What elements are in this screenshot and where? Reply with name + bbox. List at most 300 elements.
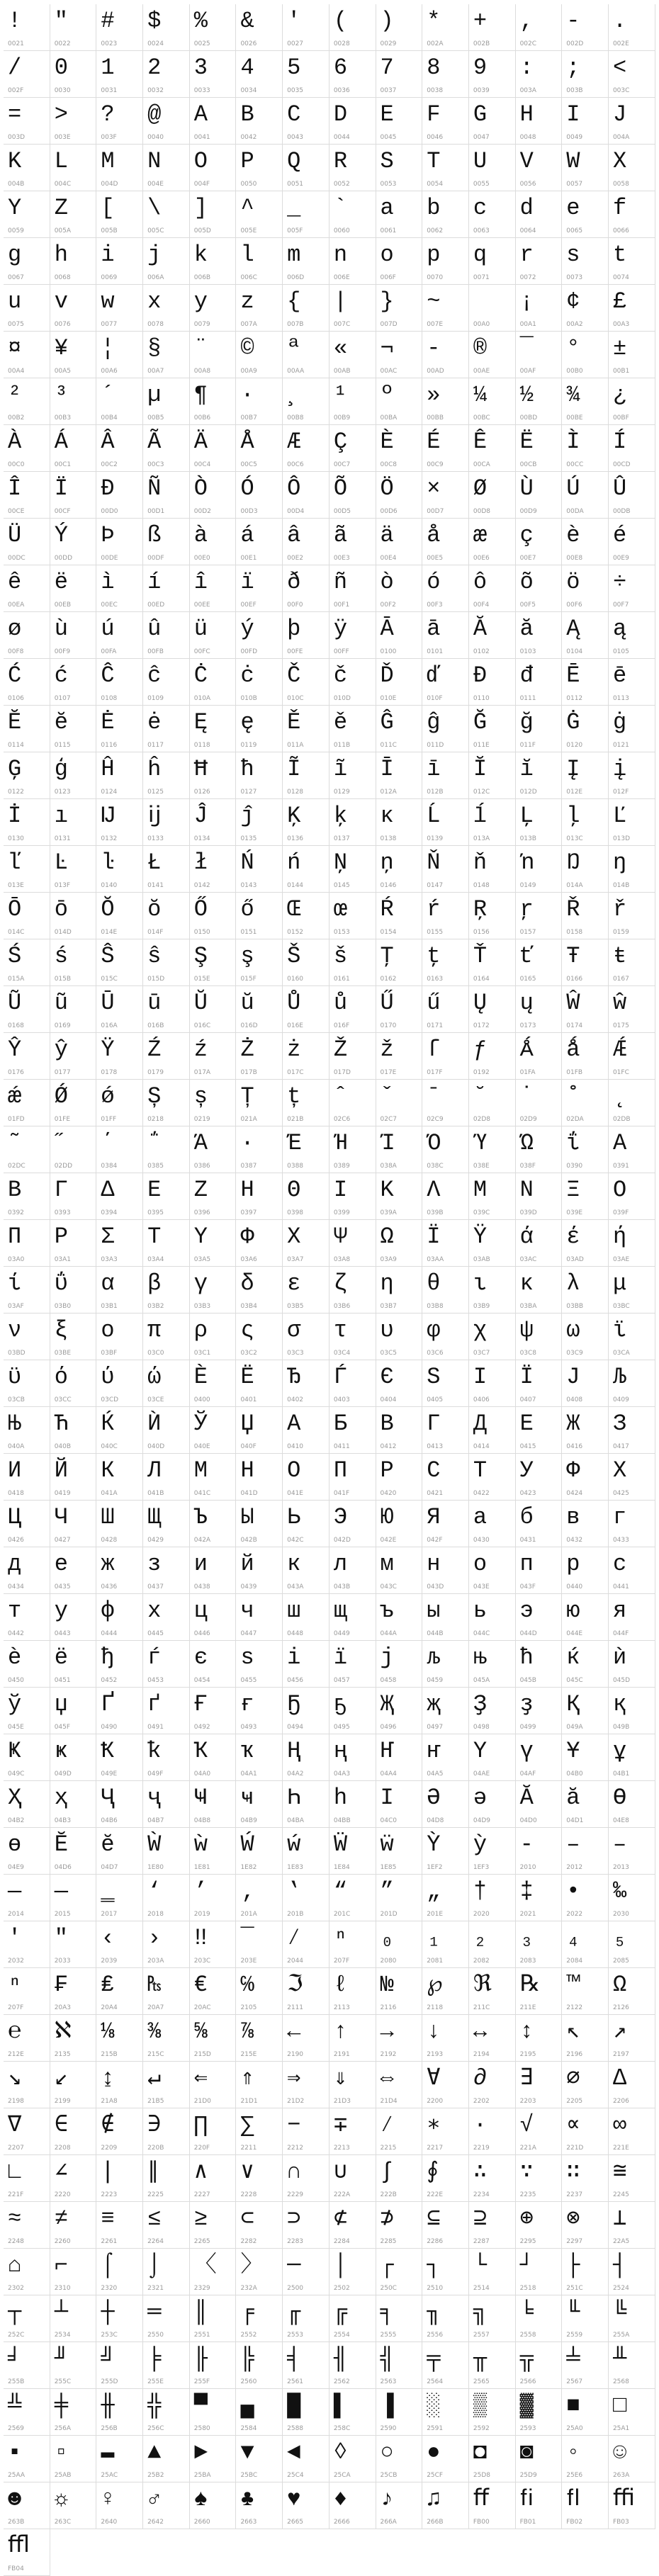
glyph-char: ♫ — [427, 2486, 441, 2512]
glyph-cell — [143, 1360, 190, 1407]
glyph-cell — [4, 752, 50, 799]
glyph-char: ▪ — [8, 2439, 22, 2465]
glyph-char: ž — [380, 1036, 394, 1063]
glyph-char: ҝ — [54, 1738, 68, 1764]
glyph-char: ﬂ — [566, 2486, 580, 2512]
glyph-codepoint: 0163 — [427, 976, 444, 983]
glyph-char: ů — [333, 990, 348, 1016]
glyph-char: Ĵ — [193, 803, 208, 829]
glyph-codepoint: 2286 — [427, 2238, 444, 2245]
glyph-char: ∆ — [612, 2065, 627, 2091]
glyph-char: q — [473, 242, 488, 268]
glyph-cell — [516, 191, 563, 238]
glyph-cell — [190, 2342, 237, 2389]
glyph-cell — [330, 1454, 376, 1501]
glyph-cell — [469, 1921, 516, 1968]
glyph-cell — [376, 4, 423, 51]
glyph-char: ђ — [101, 1644, 115, 1671]
glyph-char: C — [287, 101, 301, 128]
glyph-codepoint: 00B0 — [566, 368, 583, 375]
glyph-cell — [143, 2062, 190, 2108]
glyph-codepoint: 266B — [427, 2519, 444, 2526]
glyph-codepoint: 00BC — [473, 414, 490, 422]
glyph-char: ţ — [427, 943, 441, 969]
glyph-codepoint: 0078 — [147, 321, 164, 328]
glyph-codepoint: 00D1 — [147, 508, 165, 515]
glyph-char: ▄ — [240, 2393, 254, 2419]
glyph-char: ƒ — [473, 1036, 488, 1063]
glyph-char: η — [380, 1270, 394, 1297]
glyph-char: Π — [8, 1224, 22, 1250]
glyph-codepoint: 00CD — [612, 461, 631, 468]
glyph-char: ¼ — [473, 382, 488, 408]
glyph-cell — [236, 612, 283, 659]
glyph-cell — [96, 2202, 143, 2249]
glyph-cell — [422, 1267, 469, 1314]
glyph-char: ⌂ — [8, 2252, 22, 2278]
glyph-char: О — [287, 1457, 301, 1484]
glyph-codepoint: 0110 — [473, 695, 490, 702]
glyph-cell — [376, 2249, 423, 2295]
glyph-char: ⇐ — [193, 2065, 208, 2091]
glyph-codepoint: 2217 — [427, 2145, 444, 2152]
glyph-char: ‛ — [287, 1878, 301, 1904]
glyph-cell — [609, 2202, 655, 2249]
glyph-char: Ú — [566, 475, 580, 502]
glyph-char: ⊥ — [612, 2205, 627, 2232]
glyph-char: ♣ — [240, 2486, 254, 2512]
glyph-char: ◦ — [566, 2439, 580, 2465]
glyph-cell — [469, 425, 516, 472]
glyph-codepoint: 0065 — [566, 227, 583, 235]
glyph-codepoint: 004E — [147, 181, 164, 188]
glyph-char: u — [8, 288, 22, 315]
glyph-cell — [609, 1501, 655, 1547]
glyph-cell — [50, 145, 97, 191]
glyph-char: Ł — [147, 849, 162, 876]
glyph-cell — [609, 2155, 655, 2202]
glyph-char: Ѐ — [193, 1364, 208, 1390]
glyph-codepoint: 0157 — [519, 929, 536, 936]
glyph-char: ⊗ — [566, 2205, 580, 2232]
glyph-char: й — [240, 1551, 254, 1577]
glyph-cell — [422, 2155, 469, 2202]
glyph-cell — [50, 2108, 97, 2155]
glyph-codepoint: 0409 — [612, 1396, 629, 1403]
glyph-codepoint: 25D8 — [473, 2472, 490, 2479]
glyph-char: ┼ — [101, 2299, 115, 2325]
glyph-codepoint: 02DC — [8, 1163, 26, 1170]
glyph-char: ⁿ — [8, 1972, 22, 1998]
glyph-char: ¦ — [101, 335, 115, 361]
glyph-cell — [516, 1314, 563, 1360]
glyph-cell — [143, 1173, 190, 1220]
glyph-codepoint: 1E83 — [287, 1864, 303, 1871]
glyph-cell — [330, 565, 376, 612]
glyph-codepoint: 1E84 — [333, 1864, 350, 1871]
glyph-cell — [283, 1781, 330, 1828]
glyph-cell — [96, 1454, 143, 1501]
glyph-cell — [562, 1501, 609, 1547]
glyph-codepoint: 0492 — [193, 1724, 210, 1731]
glyph-cell — [609, 1407, 655, 1454]
glyph-char: à — [193, 522, 208, 548]
glyph-codepoint: 0119 — [240, 742, 257, 749]
glyph-char: α — [101, 1270, 115, 1297]
glyph-char: ö — [566, 569, 580, 595]
glyph-cell — [4, 1501, 50, 1547]
glyph-codepoint: 25D9 — [519, 2472, 537, 2479]
glyph-codepoint: 006A — [147, 274, 164, 281]
glyph-char: Ŷ — [8, 1036, 22, 1063]
glyph-cell — [96, 1501, 143, 1547]
glyph-cell — [422, 752, 469, 799]
glyph-char: ℓ — [333, 1972, 348, 1998]
glyph-codepoint: 04B9 — [240, 1817, 257, 1824]
glyph-cell — [190, 1407, 237, 1454]
glyph-cell — [4, 986, 50, 1033]
glyph-codepoint: 0167 — [612, 976, 629, 983]
glyph-char: c — [473, 195, 488, 221]
glyph-codepoint: 0127 — [240, 789, 257, 796]
glyph-codepoint: 2665 — [287, 2519, 304, 2526]
glyph-codepoint: 00DD — [54, 555, 72, 562]
glyph-cell — [190, 519, 237, 565]
glyph-codepoint: 016D — [240, 1022, 258, 1029]
glyph-char: đ — [519, 662, 534, 689]
glyph-codepoint: 00AA — [287, 368, 305, 375]
glyph-char: Β — [8, 1177, 22, 1203]
glyph-char: ☻ — [8, 2486, 22, 2512]
glyph-codepoint: 03B1 — [101, 1303, 118, 1310]
glyph-cell — [236, 1734, 283, 1781]
glyph-char: ⊇ — [473, 2205, 488, 2232]
glyph-char: ҡ — [240, 1738, 254, 1764]
glyph-char: Ẅ — [333, 1831, 348, 1858]
glyph-char: І — [473, 1364, 488, 1390]
glyph-char: m — [287, 242, 301, 268]
glyph-codepoint: 00ED — [147, 601, 165, 609]
glyph-cell — [562, 2108, 609, 2155]
glyph-codepoint: 0410 — [287, 1443, 304, 1450]
glyph-char: ‡ — [519, 1878, 534, 1904]
glyph-char: Ψ — [333, 1224, 348, 1250]
glyph-char: & — [240, 8, 254, 34]
glyph-char: И — [8, 1457, 22, 1484]
glyph-codepoint: 006B — [193, 274, 211, 281]
glyph-codepoint: 002C — [519, 40, 537, 47]
glyph-cell — [330, 1501, 376, 1547]
glyph-cell — [143, 51, 190, 98]
glyph-codepoint: 0024 — [147, 40, 164, 47]
glyph-char: д — [8, 1551, 22, 1577]
glyph-codepoint: 20A3 — [54, 2004, 72, 2011]
glyph-cell — [4, 472, 50, 519]
glyph-cell — [609, 1454, 655, 1501]
glyph-codepoint: 222A — [333, 2191, 351, 2198]
glyph-codepoint: 011D — [427, 742, 444, 749]
glyph-cell — [376, 2436, 423, 2482]
glyph-cell — [4, 2342, 50, 2389]
glyph-cell — [50, 1875, 97, 1921]
glyph-codepoint: 00A3 — [612, 321, 630, 328]
glyph-codepoint: 2212 — [287, 2145, 304, 2152]
glyph-char: ñ — [333, 569, 348, 595]
glyph-char: ﬀ — [473, 2486, 489, 2512]
glyph-codepoint: 04D9 — [473, 1817, 490, 1824]
glyph-codepoint: 00F8 — [8, 648, 24, 655]
glyph-codepoint: 045C — [566, 1677, 583, 1684]
glyph-cell — [516, 612, 563, 659]
glyph-char: b — [427, 195, 441, 221]
glyph-char: Ÿ — [101, 1036, 115, 1063]
glyph-char: Ý — [54, 522, 68, 548]
glyph-codepoint: 0148 — [473, 882, 490, 889]
glyph-codepoint: 2287 — [473, 2238, 490, 2245]
glyph-cell — [609, 1921, 655, 1968]
glyph-codepoint: 251C — [566, 2285, 583, 2292]
glyph-char: ⌡ — [147, 2252, 162, 2278]
glyph-codepoint: 016A — [101, 1022, 118, 1029]
glyph-codepoint: 2534 — [54, 2332, 71, 2339]
glyph-codepoint: 2010 — [519, 1864, 536, 1871]
glyph-codepoint: 00AC — [380, 368, 398, 375]
glyph-char: ẁ — [193, 1831, 208, 1858]
glyph-char: Ŧ — [566, 943, 580, 969]
glyph-codepoint: 04B0 — [566, 1770, 583, 1778]
glyph-codepoint: 012B — [427, 789, 444, 796]
glyph-char: ¡ — [519, 288, 534, 315]
glyph-cell — [4, 145, 50, 191]
glyph-char: ╙ — [566, 2299, 580, 2325]
glyph-char: ⇒ — [287, 2065, 301, 2091]
glyph-cell — [562, 1454, 609, 1501]
glyph-char: Z — [54, 195, 68, 221]
glyph-codepoint: 0453 — [147, 1677, 164, 1684]
glyph-cell — [190, 799, 237, 846]
glyph-cell — [4, 1033, 50, 1080]
glyph-codepoint: 006C — [240, 274, 257, 281]
glyph-cell — [50, 1641, 97, 1688]
glyph-char: ℑ — [287, 1972, 303, 1998]
glyph-char: ℵ — [54, 2018, 72, 2045]
glyph-cell — [283, 612, 330, 659]
glyph-codepoint: 010A — [193, 695, 211, 702]
glyph-codepoint: 039D — [519, 1209, 537, 1216]
glyph-codepoint: 04A5 — [427, 1770, 444, 1778]
glyph-char: Ӗ — [54, 1831, 68, 1858]
glyph-cell — [283, 1501, 330, 1547]
glyph-cell — [609, 519, 655, 565]
glyph-codepoint: 0153 — [333, 929, 350, 936]
glyph-char: R — [333, 148, 348, 174]
glyph-codepoint: 00F3 — [427, 601, 443, 609]
glyph-char: Ό — [427, 1130, 441, 1156]
glyph-cell — [190, 893, 237, 939]
glyph-char: е — [54, 1551, 68, 1577]
glyph-char: Ø — [473, 475, 488, 502]
glyph-cell — [50, 706, 97, 752]
glyph-char: ♂ — [147, 2486, 162, 2512]
glyph-char: y — [193, 288, 208, 315]
glyph-codepoint: 04D0 — [519, 1817, 537, 1824]
glyph-char: O — [193, 148, 208, 174]
glyph-char: Ï — [54, 475, 68, 502]
glyph-codepoint: 010C — [287, 695, 304, 702]
glyph-char: ┌ — [380, 2252, 394, 2278]
glyph-codepoint: 2082 — [473, 1958, 490, 1965]
glyph-cell — [283, 238, 330, 285]
glyph-char: ң — [333, 1738, 348, 1764]
glyph-codepoint: 03CB — [8, 1396, 25, 1403]
glyph-char: ° — [566, 335, 580, 361]
glyph-char: × — [427, 475, 441, 502]
glyph-char: Α — [612, 1130, 627, 1156]
glyph-cell — [236, 472, 283, 519]
glyph-codepoint: 0386 — [193, 1163, 210, 1170]
glyph-codepoint: 2208 — [54, 2145, 71, 2152]
glyph-char: á — [240, 522, 254, 548]
glyph-codepoint: 0412 — [380, 1443, 397, 1450]
glyph-char: ▌ — [333, 2393, 348, 2419]
glyph-cell — [562, 2249, 609, 2295]
glyph-cell — [143, 519, 190, 565]
glyph-cell — [562, 4, 609, 51]
glyph-char: т — [8, 1598, 22, 1624]
glyph-char: › — [147, 1925, 162, 1951]
glyph-codepoint: 00E1 — [240, 555, 257, 562]
glyph-cell — [190, 4, 237, 51]
glyph-codepoint: 00A1 — [519, 321, 536, 328]
glyph-char: ↕ — [519, 2018, 534, 2045]
glyph-cell — [4, 1547, 50, 1594]
glyph-codepoint: 21D3 — [333, 2098, 351, 2105]
glyph-cell — [469, 519, 516, 565]
glyph-cell — [50, 565, 97, 612]
glyph-codepoint: 0396 — [193, 1209, 210, 1216]
glyph-char: l — [240, 242, 254, 268]
glyph-codepoint: 015E — [193, 976, 210, 983]
glyph-cell — [4, 285, 50, 332]
glyph-cell — [143, 332, 190, 378]
glyph-cell — [143, 2342, 190, 2389]
glyph-char: Ι — [333, 1177, 348, 1203]
glyph-char: Ò — [193, 475, 208, 502]
glyph-codepoint: 04A3 — [333, 1770, 351, 1778]
glyph-codepoint: 0102 — [473, 648, 490, 655]
glyph-codepoint: 00A5 — [54, 368, 72, 375]
glyph-char: ∃ — [519, 2065, 534, 2091]
glyph-cell — [469, 4, 516, 51]
glyph-char: Ü — [8, 522, 22, 548]
glyph-char: Υ — [193, 1224, 208, 1250]
glyph-codepoint: 25BC — [240, 2472, 258, 2479]
glyph-char: ◊ — [333, 2439, 348, 2465]
glyph-char: Y — [8, 195, 22, 221]
glyph-codepoint: 0026 — [240, 40, 257, 47]
glyph-cell — [143, 1828, 190, 1875]
glyph-char: B — [240, 101, 254, 128]
glyph-codepoint: 2020 — [473, 1911, 490, 1918]
glyph-cell — [422, 1126, 469, 1173]
glyph-char: Ѓ — [333, 1364, 348, 1390]
glyph-char: █ — [287, 2393, 301, 2419]
glyph-codepoint: 03AB — [473, 1256, 490, 1263]
glyph-cell — [469, 612, 516, 659]
glyph-cell — [50, 1220, 97, 1267]
glyph-codepoint: 0408 — [566, 1396, 583, 1403]
glyph-char: ↔ — [473, 2018, 488, 2045]
glyph-char: ﬁ — [519, 2486, 534, 2512]
glyph-char: Ž — [333, 1036, 348, 1063]
glyph-cell — [143, 2108, 190, 2155]
glyph-codepoint: 0075 — [8, 321, 24, 328]
glyph-char: ÷ — [612, 569, 627, 595]
glyph-cell — [96, 145, 143, 191]
glyph-codepoint: 03A6 — [240, 1256, 257, 1263]
glyph-cell — [562, 98, 609, 145]
glyph-cell — [609, 1641, 655, 1688]
glyph-char: É — [427, 429, 441, 455]
glyph-char: ' — [287, 8, 301, 34]
glyph-char: Ŕ — [380, 896, 394, 922]
glyph-char: U — [473, 148, 488, 174]
glyph-cell — [516, 425, 563, 472]
glyph-cell — [283, 1594, 330, 1641]
glyph-cell — [236, 1360, 283, 1407]
glyph-cell — [376, 1126, 423, 1173]
glyph-codepoint: 00EC — [101, 601, 118, 609]
glyph-char: ‚ — [240, 1878, 254, 1904]
glyph-char: қ — [612, 1691, 627, 1717]
glyph-cell — [50, 1547, 97, 1594]
glyph-cell — [283, 799, 330, 846]
glyph-cell — [376, 612, 423, 659]
glyph-codepoint: 004D — [101, 181, 118, 188]
glyph-codepoint: 21D0 — [193, 2098, 211, 2105]
glyph-cell — [562, 1968, 609, 2015]
glyph-char: ║ — [193, 2299, 208, 2325]
glyph-codepoint: 0054 — [427, 181, 444, 188]
glyph-cell — [236, 51, 283, 98]
glyph-char: + — [473, 8, 488, 34]
glyph-cell — [469, 1501, 516, 1547]
glyph-char: ▼ — [240, 2439, 254, 2465]
glyph-codepoint: 2219 — [473, 2145, 490, 2152]
glyph-char: ☺ — [612, 2439, 627, 2465]
glyph-codepoint: 013B — [519, 835, 536, 842]
glyph-cell — [236, 2062, 283, 2108]
glyph-cell — [330, 98, 376, 145]
glyph-codepoint: 0158 — [566, 929, 583, 936]
glyph-codepoint: 0490 — [101, 1724, 118, 1731]
glyph-char: в — [566, 1504, 580, 1530]
glyph-codepoint: 00DA — [566, 508, 584, 515]
glyph-char: ѓ — [147, 1644, 162, 1671]
glyph-codepoint: 255C — [54, 2378, 72, 2385]
glyph-cell — [609, 1734, 655, 1781]
glyph-cell — [190, 1220, 237, 1267]
glyph-codepoint: 004B — [8, 181, 25, 188]
glyph-cell — [422, 238, 469, 285]
glyph-cell — [283, 1126, 330, 1173]
glyph-cell — [469, 986, 516, 1033]
glyph-codepoint: 232A — [240, 2285, 257, 2292]
glyph-char: σ — [287, 1317, 301, 1343]
glyph-codepoint: 007D — [380, 321, 398, 328]
glyph-char: Ĩ — [287, 756, 301, 782]
glyph-char: Ỳ — [427, 1831, 441, 1858]
